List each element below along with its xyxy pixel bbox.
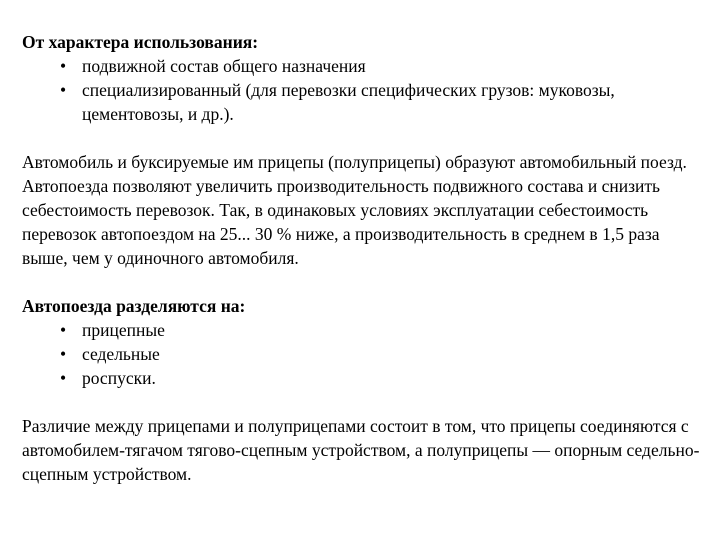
list-item-text: роспуски. [82,368,156,388]
spacer [22,390,702,414]
section-heading-usage: От характера использования: [22,32,259,52]
bullet-icon: • [60,368,67,388]
list-item [60,318,702,342]
list-item [60,54,702,78]
document-page [22,30,702,486]
list-item [60,78,702,126]
usage-list [22,54,702,126]
list-item-text: седельные [82,344,160,364]
bullet-icon: • [60,320,67,340]
paragraph-road-train: Автомобиль и буксируемые им прицепы (полуприцепы) образуют автомобильный поезд. Автопоезда позволяют увеличить производительность подвижного состава и снизить себестоимость перевозок. Так, в одинаковых условиях эксплуатации себестоимость перевозок автопоездом на 25... 30 % ниже, а производительность в среднем в 1,5 раза выше, чем у одиночного автомобиля. [22,152,687,268]
types-list [22,318,702,390]
bullet-icon: • [60,80,67,100]
list-item-text: подвижной состав общего назначения [82,56,366,76]
spacer [22,270,702,294]
bullet-icon: • [60,56,67,76]
section-heading-types: Автопоезда разделяются на: [22,296,246,316]
list-item-text: прицепные [82,320,165,340]
spacer [22,126,702,150]
list-item [60,342,702,366]
list-item [60,366,702,390]
bullet-icon: • [60,344,67,364]
paragraph-trailer-difference: Различие между прицепами и полуприцепами состоит в том, что прицепы соединяются с автомобилем-тягачом тягово-сцепным устройством, а полуприцепы — опорным седельно-сцепным устройством. [22,416,700,484]
list-item-text: специализированный (для перевозки специфических грузов: муковозы, цементовозы, и др.). [82,80,615,124]
